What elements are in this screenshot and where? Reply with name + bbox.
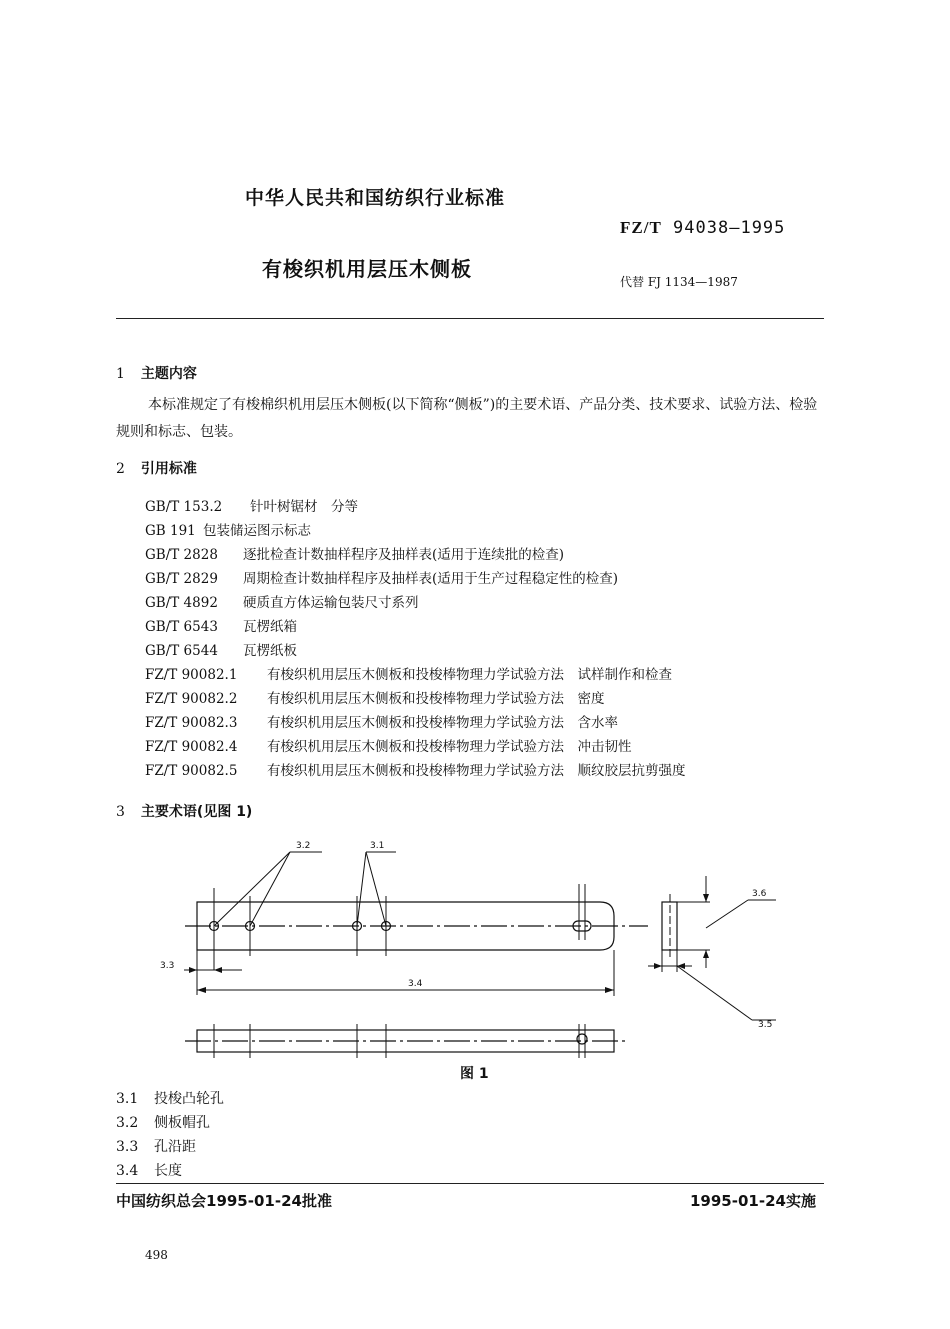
reference-title: 有梭织机用层压木侧板和投梭棒物理力学试验方法 含水率 bbox=[267, 715, 618, 731]
reference-title: 包装储运图示标志 bbox=[203, 523, 311, 539]
label-3-1: 3.1 bbox=[370, 841, 385, 851]
document-title: 有梭织机用层压木侧板 bbox=[262, 257, 472, 281]
effective-line: 1995-01-24实施 bbox=[690, 1192, 816, 1210]
approval-line: 中国纺织总会1995-01-24批准 bbox=[116, 1192, 332, 1210]
label-3-3: 3.3 bbox=[160, 961, 175, 971]
reference-code: FZ/T 90082.1 bbox=[145, 667, 238, 683]
reference-title: 逐批检查计数抽样程序及抽样表(适用于连续批的检查) bbox=[243, 547, 565, 563]
section-2-number: 2 bbox=[116, 461, 125, 477]
reference-code: GB/T 4892 bbox=[145, 595, 218, 611]
footer-rule bbox=[116, 1183, 824, 1184]
reference-title: 瓦楞纸箱 bbox=[243, 619, 297, 635]
label-3-6: 3.6 bbox=[752, 889, 767, 899]
section-1-number: 1 bbox=[116, 366, 125, 382]
term-text: 孔沿距 bbox=[154, 1139, 196, 1155]
label-3-4: 3.4 bbox=[408, 979, 423, 989]
page-number: 498 bbox=[145, 1248, 168, 1262]
leader-3-1 bbox=[357, 852, 366, 926]
label-3-5: 3.5 bbox=[758, 1020, 773, 1030]
term-text: 侧板帽孔 bbox=[154, 1115, 210, 1131]
section-1-paragraph: 本标准规定了有梭棉织机用层压木侧板(以下简称“侧板”)的主要术语、产品分类、技术要求、试验方法、检验规则和标志、包装。 bbox=[116, 397, 818, 440]
term-item bbox=[116, 1112, 210, 1132]
term-text: 长度 bbox=[154, 1163, 182, 1179]
reference-code: GB/T 6543 bbox=[145, 619, 218, 635]
issuing-body-title: 中华人民共和国纺织行业标准 bbox=[245, 187, 506, 209]
term-text: 投梭凸轮孔 bbox=[154, 1091, 224, 1107]
reference-code: FZ/T 90082.4 bbox=[145, 739, 238, 755]
section-1-title: 主题内容 bbox=[140, 366, 197, 382]
replaces-note: 代替 FJ 1134—1987 bbox=[620, 275, 738, 289]
term-number: 3.1 bbox=[116, 1091, 139, 1107]
reference-title: 有梭织机用层压木侧板和投梭棒物理力学试验方法 冲击韧性 bbox=[267, 739, 632, 755]
reference-title: 瓦楞纸板 bbox=[243, 643, 297, 659]
reference-code: FZ/T 90082.2 bbox=[145, 691, 238, 707]
term-number: 3.4 bbox=[116, 1163, 139, 1179]
reference-code: FZ/T 90082.3 bbox=[145, 715, 238, 731]
standard-number: 94038—1995 bbox=[673, 218, 786, 238]
label-3-2: 3.2 bbox=[296, 841, 311, 851]
section-3-title: 主要术语(见图 1) bbox=[140, 804, 253, 820]
reference-title: 硬质直方体运输包装尺寸系列 bbox=[243, 595, 419, 611]
reference-title: 有梭织机用层压木侧板和投梭棒物理力学试验方法 密度 bbox=[267, 691, 605, 707]
reference-code: FZ/T 90082.5 bbox=[145, 763, 238, 779]
section-2-title: 引用标准 bbox=[140, 461, 197, 477]
reference-title: 有梭织机用层压木侧板和投梭棒物理力学试验方法 试样制作和检查 bbox=[267, 667, 672, 683]
reference-code: GB/T 2829 bbox=[145, 571, 218, 587]
leader-3-1 bbox=[366, 852, 386, 926]
reference-code: GB/T 153.2 bbox=[145, 499, 223, 515]
leader-3-2 bbox=[250, 852, 290, 926]
term-number: 3.2 bbox=[116, 1115, 139, 1131]
reference-code: GB/T 2828 bbox=[145, 547, 218, 563]
reference-code: GB/T 6544 bbox=[145, 643, 218, 659]
section-3-number: 3 bbox=[116, 804, 125, 820]
standard-prefix: FZ/T bbox=[620, 218, 662, 237]
reference-title: 针叶树锯材 分等 bbox=[250, 499, 358, 515]
reference-title: 有梭织机用层压木侧板和投梭棒物理力学试验方法 顺纹胶层抗剪强度 bbox=[267, 763, 686, 779]
leader-3-2 bbox=[214, 852, 290, 926]
reference-title: 周期检查计数抽样程序及抽样表(适用于生产过程稳定性的检查) bbox=[243, 571, 619, 587]
figure-caption: 图 1 bbox=[460, 1066, 489, 1082]
term-item bbox=[116, 1136, 196, 1156]
term-item bbox=[116, 1088, 224, 1108]
term-number: 3.3 bbox=[116, 1139, 139, 1155]
reference-code: GB 191 bbox=[145, 523, 196, 539]
term-item bbox=[116, 1160, 182, 1180]
